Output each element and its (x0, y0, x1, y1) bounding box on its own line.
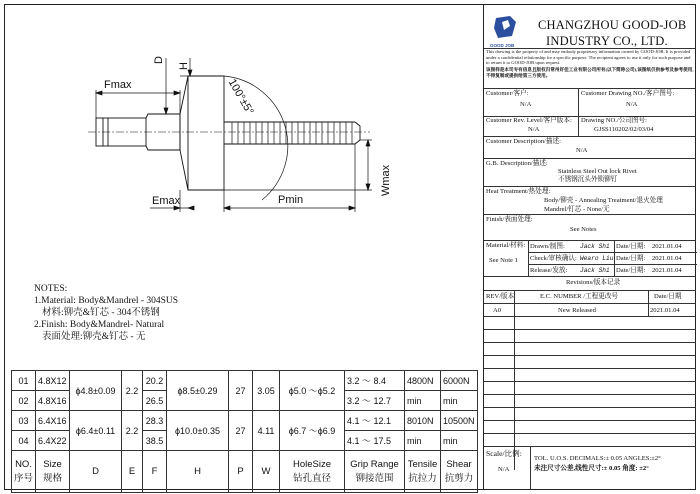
note-material: 1.Material: Body&Mandrel - 304SUS (34, 296, 179, 306)
cell-no: 01 (12, 371, 36, 391)
drawing-no-value: GJSS110202/02/03/04 (594, 126, 654, 133)
customer-rev-value: N/A (528, 126, 540, 133)
cell-hole: ϕ5.0 ～ϕ5.2 (280, 371, 345, 411)
cell-e: 2.2 (122, 411, 143, 451)
cell-grip: 4.1 ～ 12.1 (345, 411, 405, 431)
heat-treatment-label: Heat Treatment/热处理: (486, 188, 551, 195)
dim-fmax-label: Fmax (104, 79, 132, 91)
check-date: 2021.01.04 (652, 255, 682, 262)
cell-p: 27 (229, 411, 253, 451)
cell-size: 6.4X16 (36, 411, 70, 431)
header-shear: Shear 抗剪力 (441, 451, 478, 493)
cell-tensile-unit: min (405, 431, 441, 451)
scale-value: N/A (498, 466, 510, 473)
cell-p: 27 (229, 371, 253, 411)
cell-tensile-unit: min (405, 391, 441, 411)
cell-d: ϕ6.4±0.11 (70, 411, 122, 451)
notes-block (34, 283, 178, 343)
dim-d-label: D (153, 56, 165, 64)
table-header-row (12, 451, 478, 493)
header-d: D (70, 451, 122, 493)
ec-column-header: E.C. NUMBER /工程更改号 (540, 293, 619, 300)
dim-angle-label: 100°±5° (225, 77, 256, 118)
rev-value: A0 (493, 307, 502, 314)
cell-shear: 10500N (441, 411, 478, 431)
cell-grip: 3.2 ～ 8.4 (345, 371, 405, 391)
rev-column-header: REV/版本 (486, 293, 515, 300)
heat-treatment-mandrel: Mandrel/钉芯 - None/无 (544, 206, 610, 213)
header-hole: HoleSize 钻孔直径 (280, 451, 345, 493)
cell-h: ϕ8.5±0.29 (167, 371, 229, 411)
release-date-label: Date/日期: (616, 267, 646, 274)
table-row (12, 411, 478, 431)
customer-drawing-label: Customer Drawing NO./客户图号: (581, 90, 675, 97)
drawn-name: Jack Shi (580, 243, 610, 250)
release-date: 2021.01.04 (652, 267, 682, 274)
rivet-head (180, 76, 224, 190)
cell-hole: ϕ6.7 ～ϕ6.9 (280, 411, 345, 451)
finish-value: See Notes (570, 226, 597, 233)
drawn-date: 2021.01.04 (652, 243, 682, 250)
check-label: Check/审核确认: (530, 255, 577, 262)
cell-e: 2.2 (122, 371, 143, 411)
gb-desc-en: Stainless Steel Out lock Rivet (558, 168, 637, 175)
header-f: F (143, 451, 167, 493)
dim-pmin-label: Pmin (278, 194, 304, 206)
shank-ribs (232, 122, 352, 144)
dim-h-label: H (178, 62, 190, 70)
header-grip: Grip Range 铆接范围 (345, 451, 405, 493)
dim-wmax-label: Wmax (380, 164, 392, 196)
scale-label: Scale/比例: (486, 449, 522, 458)
customer-value: N/A (520, 101, 532, 108)
header-w: W (253, 451, 280, 493)
cell-d: ϕ4.8±0.09 (70, 371, 122, 411)
header-h: H (167, 451, 229, 493)
release-label: Release/发放: (530, 267, 568, 274)
cell-f: 26.5 (143, 391, 167, 411)
cell-size: 6.4X22 (36, 431, 70, 451)
cell-grip: 3.2 ～ 12.7 (345, 391, 405, 411)
heat-treatment-body: Body/铆壳 - Annealing Treatment/退火处理 (544, 197, 663, 204)
cell-shear: 6000N (441, 371, 478, 391)
notes-title: NOTES: (34, 284, 68, 294)
note-material-cn: 材料:铆壳&钉芯 - 304不锈钢 (42, 308, 160, 318)
header-size: Size 规格 (36, 451, 70, 493)
date-column-header: Date/日期 (654, 293, 682, 300)
note-finish-cn: 表面处理:铆壳&钉芯 - 无 (42, 332, 146, 342)
header-e: E (122, 451, 143, 493)
cell-tensile: 8010N (405, 411, 441, 431)
header-no: NO. 序号 (12, 451, 36, 493)
gb-desc-label: G.B. Description/描述: (486, 160, 548, 167)
customer-rev-label: Customer Rev. Level/客户版本: (486, 117, 572, 124)
customer-label: Customer/客户: (486, 90, 529, 97)
cell-tensile: 4800N (405, 371, 441, 391)
cell-w: 3.05 (253, 371, 280, 411)
customer-desc-label: Customer Description/描述: (486, 138, 561, 145)
disclaimer-en: This drawing is the property of and may embody proprietary information owned by GOOD-JOB. It is provided under a confidential relationship for a specific purpose. The recipient agrees to use it only for such purpose and to return it to GOOD-JOB upon request. (486, 49, 691, 66)
cell-no: 04 (12, 431, 36, 451)
cell-size: 4.8X16 (36, 391, 70, 411)
tolerance-cn: 未注尺寸公差,线性尺寸:± 0.05 角度: ±2° (534, 465, 649, 472)
cell-shear-unit: min (441, 391, 478, 411)
material-value: See Note 1 (489, 257, 518, 264)
cell-size: 4.8X12 (36, 371, 70, 391)
company-name-line1: CHANGZHOU GOOD-JOB (538, 18, 687, 32)
drawing-no-label: Drawing NO./公司图号: (581, 117, 647, 124)
material-label: Material/材料: (486, 242, 526, 249)
cell-f: 28.3 (143, 411, 167, 431)
check-name: Wearo Liu (580, 255, 614, 262)
ec-value: New Released (558, 307, 596, 314)
spec-table (11, 370, 478, 493)
title-block (483, 4, 696, 490)
check-date-label: Date/日期: (616, 255, 646, 262)
rivet-drawing (0, 0, 483, 260)
note-finish: 2.Finish: Body&Mandrel- Natural (34, 320, 165, 330)
header-tensile: Tensile 抗拉力 (405, 451, 441, 493)
gb-desc-cn: 不锈钢沉头外锁铆钉 (558, 176, 618, 183)
cell-no: 02 (12, 391, 36, 411)
disclaimer-cn: 该图样是本司专有信息且版权归常州好佳工业有限公司所有(以下简称公司),该图纸仅供参考及参考使用,不得复制或提供给第三方使用。 (486, 67, 694, 78)
rev-date-value: 2021.01.04 (650, 307, 680, 314)
table-row (12, 371, 478, 391)
dim-emax-label: Emax (152, 195, 181, 207)
company-name-line2: INDUSTRY CO., LTD. (546, 34, 668, 48)
cell-grip: 4.1 ～ 17.5 (345, 431, 405, 451)
drawn-date-label: Date/日期: (616, 243, 646, 250)
cell-w: 4.11 (253, 411, 280, 451)
tolerance-en: TOL. U.O.S. DECIMALS:± 0.05 ANGLES:±2° (534, 455, 661, 462)
logo-text: GOOD JOB (490, 43, 515, 48)
cell-shear-unit: min (441, 431, 478, 451)
revisions-title: Revisions/版本记录 (566, 279, 621, 286)
customer-drawing-value: N/A (626, 101, 638, 108)
finish-label: Finish/表面处理: (486, 216, 533, 223)
cell-no: 03 (12, 411, 36, 431)
header-p: P (229, 451, 253, 493)
cell-f: 20.2 (143, 371, 167, 391)
release-name: Jack Shi (580, 267, 610, 274)
cell-h: ϕ10.0±0.35 (167, 411, 229, 451)
customer-desc-value: N/A (576, 147, 588, 154)
cell-f: 38.5 (143, 431, 167, 451)
drawn-label: Drawn/制图: (530, 243, 565, 250)
